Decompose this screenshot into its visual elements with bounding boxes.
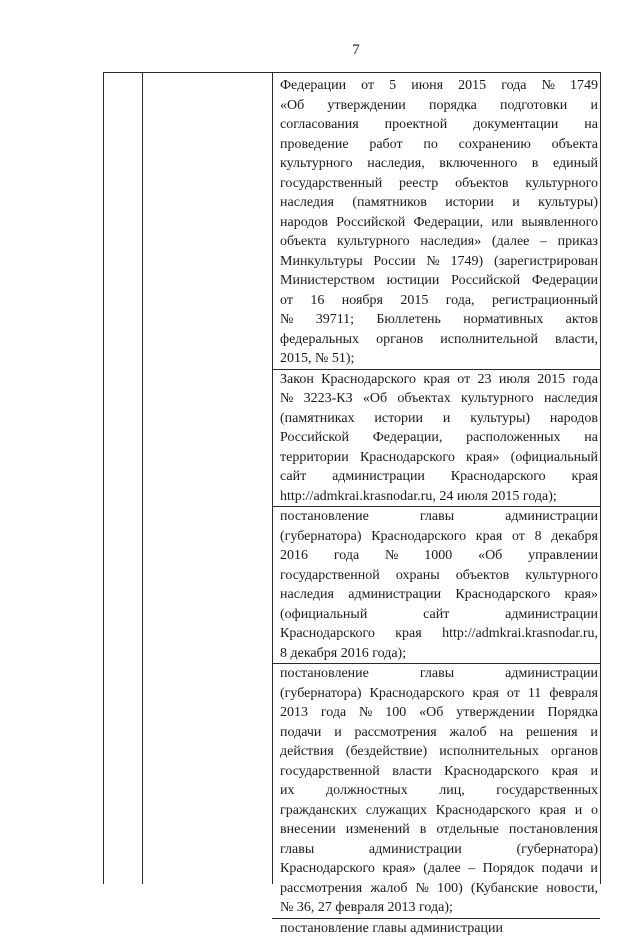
text-line: подачи и рассмотрения жалоб на решения и <box>280 723 598 743</box>
text-line: культурного наследия, включенного в единый <box>280 154 598 174</box>
text-line: объекта культурного наследия» (далее – приказ <box>280 232 598 252</box>
text-line: постановление главы администрации <box>280 664 598 684</box>
text-line: (губернатора) Краснодарского края от 11 февраля <box>280 684 598 704</box>
text-line: проведение работ по сохранению объекта <box>280 135 598 155</box>
text-line: постановление главы администрации <box>280 507 598 527</box>
legal-reference-paragraph <box>280 76 598 369</box>
text-line: государственный реестр объектов культурного <box>280 174 598 194</box>
text-line: сайт администрации Краснодарского края <box>280 467 598 487</box>
text-line: государственной охраны объектов культурного <box>280 566 598 586</box>
text-line: государственной власти Краснодарского края и <box>280 762 598 782</box>
text-line: согласования проектной документации на <box>280 115 598 135</box>
table-column-border <box>103 72 104 884</box>
text-line: «Об утверждении порядка подготовки и <box>280 96 598 116</box>
text-line: внесении изменений в отдельные постановления <box>280 820 598 840</box>
text-line: главы администрации (губернатора) <box>280 840 598 860</box>
text-line: Федерации от 5 июня 2015 года № 1749 <box>280 76 598 96</box>
text-line: 8 декабря 2016 года); <box>280 644 598 664</box>
text-line: народов Российской Федерации, или выявленного <box>280 213 598 233</box>
text-line: № 39711; Бюллетень нормативных актов <box>280 310 598 330</box>
text-line: Закон Краснодарского края от 23 июля 2015 года <box>280 370 598 390</box>
legal-reference-paragraph <box>280 507 598 663</box>
text-line: федеральных органов исполнительной власти, <box>280 330 598 350</box>
text-line: наследия администрации Краснодарского края» <box>280 585 598 605</box>
text-line: (официальный сайт администрации <box>280 605 598 625</box>
text-line: (памятниках истории и культуры) народов <box>280 409 598 429</box>
text-line: Минкультуры России № 1749) (зарегистрирован <box>280 252 598 272</box>
text-line: постановление главы администрации <box>280 919 598 938</box>
text-line: территории Краснодарского края» (официальный <box>280 448 598 468</box>
page-number: 7 <box>0 41 640 59</box>
text-line: 2016 года № 1000 «Об управлении <box>280 546 598 566</box>
legal-basis-column <box>280 76 598 938</box>
text-line: http://admkrai.krasnodar.ru, 24 июля 2015 года); <box>280 487 598 507</box>
text-line: Краснодарского края http://admkrai.krasnodar.ru, <box>280 624 598 644</box>
table-column-border <box>600 72 601 884</box>
text-line: 2013 года № 100 «Об утверждении Порядка <box>280 703 598 723</box>
legal-reference-paragraph <box>280 370 598 507</box>
text-line: (губернатора) Краснодарского края от 8 декабря <box>280 527 598 547</box>
text-line: рассмотрения жалоб № 100) (Кубанские новости, <box>280 879 598 899</box>
text-line: действия (бездействие) исполнительных органов <box>280 742 598 762</box>
text-line: № 36, 27 февраля 2013 года); <box>280 898 598 918</box>
table-column-border <box>272 72 273 884</box>
legal-reference-paragraph <box>280 664 598 918</box>
table-top-border <box>103 72 600 73</box>
text-line: их должностных лиц, государственных <box>280 781 598 801</box>
text-line: Российской Федерации, расположенных на <box>280 428 598 448</box>
table-column-border <box>142 72 143 884</box>
text-line: гражданских служащих Краснодарского края и о <box>280 801 598 821</box>
legal-reference-paragraph <box>280 919 598 938</box>
text-line: 2015, № 51); <box>280 349 598 369</box>
text-line: от 16 ноября 2015 года, регистрационный <box>280 291 598 311</box>
document-table <box>103 72 607 884</box>
text-line: Министерством юстиции Российской Федерации <box>280 271 598 291</box>
text-line: № 3223-КЗ «Об объектах культурного наследия <box>280 389 598 409</box>
text-line: наследия (памятников истории и культуры) <box>280 193 598 213</box>
text-line: Краснодарского края» (далее – Порядок подачи и <box>280 859 598 879</box>
